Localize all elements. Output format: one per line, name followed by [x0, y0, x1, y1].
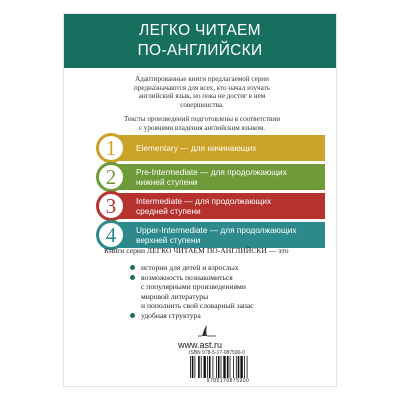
bullet-icon	[130, 265, 135, 270]
level-number-badge-2	[96, 162, 126, 192]
barcode-icon	[188, 356, 268, 378]
bullet-icon	[130, 313, 135, 318]
intro-line: предназначаются для всех, кто начал изучать	[134, 83, 270, 92]
barcode-bar	[247, 356, 248, 378]
barcode-bar	[244, 356, 245, 378]
barcode-bar	[190, 356, 191, 378]
series-banner	[64, 14, 336, 68]
level-text: средней ступени	[136, 206, 201, 216]
barcode-bar	[233, 356, 234, 378]
barcode-bar	[238, 356, 240, 378]
intro-paragraph	[92, 75, 312, 109]
level-text: верхней ступени	[136, 235, 201, 245]
level-text: Pre-Intermediate — для продолжающих	[136, 167, 287, 177]
intro-line: английский язык, но пока не достиг в нем	[138, 92, 266, 101]
barcode-bar	[223, 356, 225, 378]
barcode-bar	[240, 356, 242, 378]
barcode-bar	[209, 356, 211, 378]
isbn-label: ISBN 978-5-17-087590-0	[189, 350, 245, 356]
barcode-bar	[204, 356, 206, 378]
intro-line: Адаптированные книги предлагаемой серии	[135, 75, 269, 83]
publisher-logo-icon	[196, 324, 218, 338]
barcode-bar	[192, 356, 194, 378]
bullet-icon	[130, 275, 135, 280]
barcode-bar	[213, 356, 214, 378]
level-number-badge-1	[96, 133, 126, 163]
book-back-cover	[63, 13, 337, 387]
barcode-bar	[227, 356, 229, 378]
feature-text: удобная структура	[141, 311, 201, 321]
series-title-line1: ЛЕГКО ЧИТАЕМ	[139, 22, 261, 39]
list-item	[130, 263, 310, 272]
level-bar-2	[113, 164, 325, 190]
barcode-bar	[230, 356, 231, 378]
publisher-website: www.ast.ru	[177, 340, 222, 350]
intro-line: Тексты произведений подготовлены в соответствии	[123, 115, 280, 123]
list-item	[130, 273, 310, 310]
level-text: нижней ступени	[136, 177, 198, 187]
level-number: 4	[105, 223, 117, 247]
level-bar-4	[113, 222, 325, 248]
level-number: 1	[105, 136, 117, 160]
levels-intro-paragraph	[94, 115, 310, 132]
barcode-bar	[207, 356, 208, 378]
barcode-number: 9785170875900	[206, 378, 250, 384]
features-list	[130, 263, 310, 321]
level-number: 3	[105, 194, 117, 218]
level-text: Elementary — для начинающих	[136, 143, 257, 153]
barcode-bar	[201, 356, 202, 378]
barcode-bar	[236, 356, 237, 378]
level-text: Upper-Intermediate — для продолжающих	[136, 225, 297, 235]
barcode-bar	[218, 356, 220, 378]
series-note: Книги серии ЛЕГКО ЧИТАЕМ ПО-АНГЛИЙСКИ — это	[104, 246, 289, 255]
barcode-bar	[198, 356, 200, 378]
feature-text: возможность познакомиться	[141, 273, 233, 283]
level-bar-1	[113, 135, 325, 161]
barcode-bar	[216, 356, 217, 378]
level-bar-3	[113, 193, 325, 219]
feature-text: с популярными произведениями	[141, 282, 246, 292]
intro-line: совершенства.	[180, 100, 224, 109]
level-number: 2	[105, 165, 117, 189]
feature-text: и пополнить свой словарный запас	[141, 300, 254, 310]
feature-text: мировой литературы	[141, 291, 209, 301]
list-item	[130, 311, 310, 320]
barcode-bar	[195, 356, 196, 378]
feature-text: истории для детей и взрослых	[141, 263, 239, 272]
series-title-line2: ПО-АНГЛИЙСКИ	[137, 42, 263, 59]
level-number-badge-3	[96, 191, 126, 221]
intro-line: с уровнями владения английским языком.	[138, 123, 266, 132]
level-text: Intermediate — для продолжающих	[136, 196, 272, 206]
barcode-bar	[221, 356, 222, 378]
